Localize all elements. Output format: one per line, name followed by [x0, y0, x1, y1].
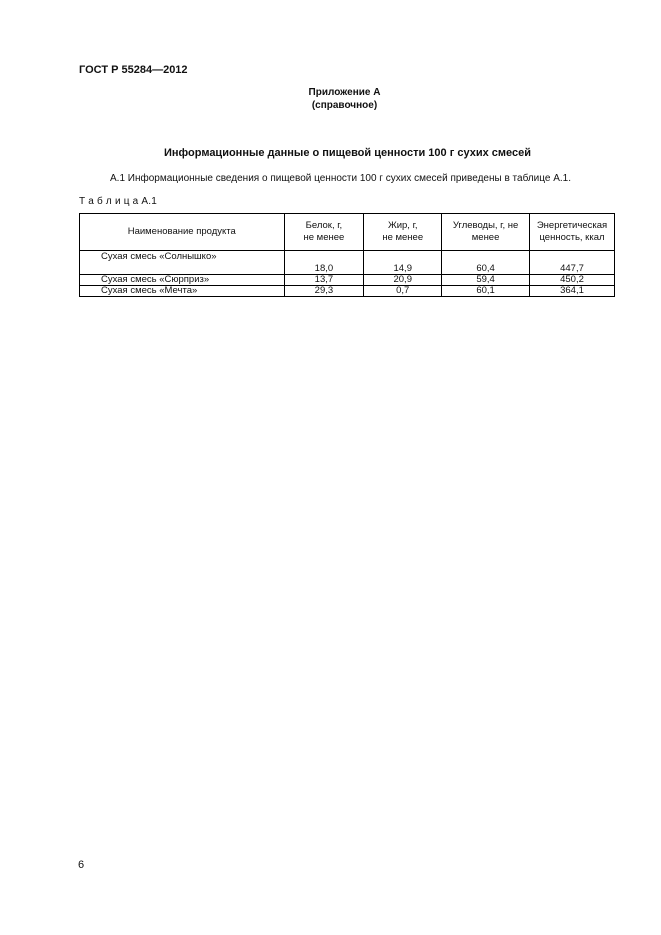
section-heading: Информационные данные о пищевой ценности 100 г сухих смесей	[164, 147, 531, 159]
carbs-value: 60,4	[442, 251, 530, 275]
fat-value: 20,9	[364, 275, 442, 286]
protein-value: 13,7	[284, 275, 364, 286]
page-number: 6	[78, 859, 85, 871]
nutrition-table	[79, 213, 615, 297]
column-header-carbs: Углеводы, г, не менее	[442, 214, 530, 251]
product-name: Сухая смесь «Мечта»	[80, 286, 285, 297]
product-name: Сухая смесь «Солнышко»	[80, 251, 285, 275]
column-header-fat: Жир, г, не менее	[364, 214, 442, 251]
table-caption: Т а б л и ц а А.1	[79, 196, 157, 207]
protein-value: 18,0	[284, 251, 364, 275]
table-header-row	[80, 214, 615, 251]
carbs-value: 59,4	[442, 275, 530, 286]
intro-paragraph: А.1 Информационные сведения о пищевой ценности 100 г сухих смесей приведены в таблице А.1.	[110, 173, 572, 184]
column-header-energy: Энергетическая ценность, ккал	[530, 214, 615, 251]
document-code: ГОСТ Р 55284—2012	[79, 64, 188, 76]
table-row	[80, 286, 615, 297]
table-row	[80, 275, 615, 286]
energy-value: 450,2	[530, 275, 615, 286]
appendix-subtitle: (справочное)	[311, 100, 378, 111]
table-row	[80, 251, 615, 275]
appendix-title: Приложение А	[308, 87, 381, 98]
fat-value: 14,9	[364, 251, 442, 275]
energy-value: 447,7	[530, 251, 615, 275]
energy-value: 364,1	[530, 286, 615, 297]
protein-value: 29,3	[284, 286, 364, 297]
carbs-value: 60,1	[442, 286, 530, 297]
appendix-header	[0, 86, 661, 112]
column-header-protein: Белок, г, не менее	[284, 214, 364, 251]
column-header-product: Наименование продукта	[80, 214, 285, 251]
product-name: Сухая смесь «Сюрприз»	[80, 275, 285, 286]
fat-value: 0,7	[364, 286, 442, 297]
